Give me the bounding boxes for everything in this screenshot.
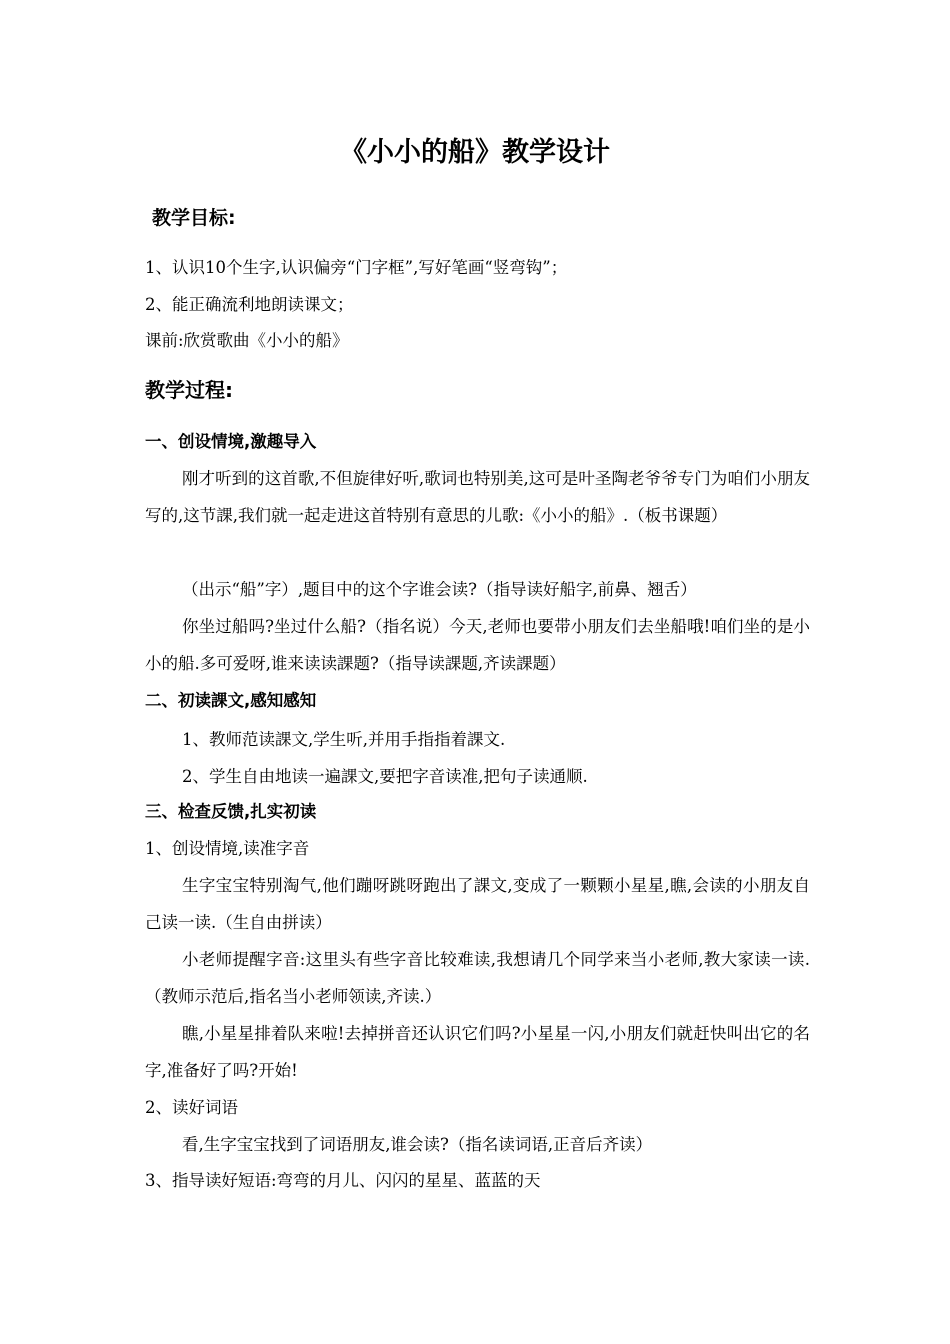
- paragraph: 你坐过船吗?坐过什么船?（指名说）今天,老师也要带小朋友们去坐船哦!咱们坐的是小小的船.多可爱呀,谁来读读課题?（指导读課题,齐读課题）: [145, 617, 810, 673]
- section-heading: 一、创设情境,激趣导入: [145, 432, 317, 451]
- list-item: 1、教师范读課文,学生听,并用手指指着課文.: [182, 730, 506, 749]
- paragraph: 小老师提醒字音:这里头有些字音比较难读,我想请几个同学来当小老师,教大家读一读.（教师示范后,指名当小老师领读,齐读.）: [145, 950, 810, 1006]
- subsection-heading: 3、指导读好短语:弯弯的月儿、闪闪的星星、蓝蓝的天: [145, 1171, 541, 1190]
- goal-item: 课前:欣赏歌曲《小小的船》: [145, 331, 349, 350]
- section-heading: 二、初读課文,感知感知: [145, 691, 317, 710]
- list-item: 2、学生自由地读一遍課文,要把字音读准,把句子读通顺.: [182, 767, 588, 786]
- subsection-heading: 1、创设情境,读准字音: [145, 839, 310, 858]
- paragraph: 瞧,小星星排着队来啦!去掉拼音还认识它们吗?小星星一闪,小朋友们就赶快叫出它的名字,准备好了吗?开始!: [145, 1024, 810, 1080]
- goal-item: 1、认识10个生字,认识偏旁“门字框”,写好笔画“竖弯钩”；: [145, 258, 568, 277]
- page-title: 《小小的船》教学设计: [340, 137, 610, 168]
- paragraph: 看,生字宝宝找到了词语朋友,谁会读?（指名读词语,正音后齐读）: [182, 1135, 653, 1154]
- paragraph: （出示“船”字）,题目中的这个字谁会读?（指导读好船字,前鼻、翘舌）: [182, 580, 697, 599]
- goal-item: 2、能正确流利地朗读课文；: [145, 295, 354, 314]
- subsection-heading: 2、读好词语: [145, 1098, 238, 1117]
- paragraph: 刚才听到的这首歌,不但旋律好听,歌词也特别美,这可是叶圣陶老爷爷专门为咱们小朋友写的,这节課,我们就一起走进这首特别有意思的儿歌:《小小的船》.（板书课题）: [145, 469, 810, 525]
- paragraph: 生字宝宝特别淘气,他们蹦呀跳呀跑出了課文,变成了一颗颗小星星,瞧,会读的小朋友自己读一读.（生自由拼读）: [145, 876, 810, 932]
- process-heading: 教学过程:: [145, 378, 233, 402]
- section-heading: 三、检查反馈,扎实初读: [145, 802, 317, 821]
- goals-heading: 教学目标:: [152, 207, 236, 229]
